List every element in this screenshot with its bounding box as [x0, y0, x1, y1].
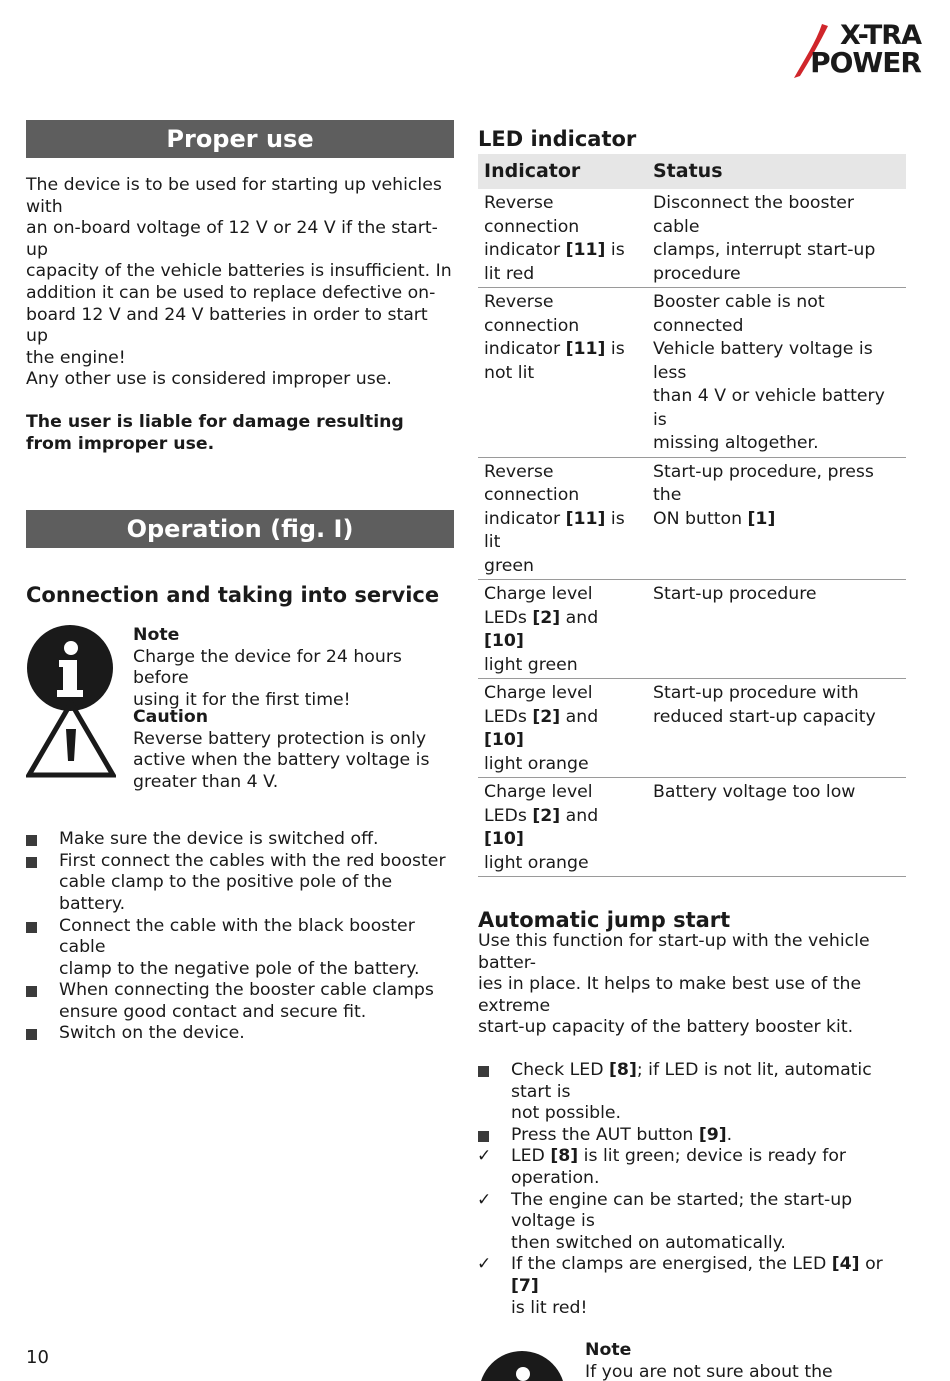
step-text: ensure good contact and secure fit.	[59, 1001, 367, 1022]
note-box	[26, 625, 454, 710]
text-line: active when the battery voltage is	[133, 750, 430, 771]
indicator-cell	[478, 580, 647, 679]
list-item	[478, 1125, 906, 1147]
step-text: Press the AUT button	[511, 1124, 699, 1145]
text-line: Use this function for start-up with the vehicle batter-	[478, 931, 870, 973]
auto-jump-steps	[478, 1060, 906, 1319]
cell-text: than 4 V or vehicle battery is	[653, 386, 885, 430]
cell-text: ON button	[653, 508, 748, 529]
cell-text: is	[605, 240, 625, 260]
text-line: The user is liable for damage resulting	[26, 411, 404, 432]
cell-text: Reverse connection	[484, 292, 580, 336]
cell-text: not lit	[484, 362, 535, 383]
step-text: .	[726, 1124, 733, 1145]
ref-number: [10]	[484, 829, 524, 849]
auto-note-text	[585, 1340, 906, 1381]
text-line: from improper use.	[26, 433, 215, 454]
ref-number: [4]	[831, 1254, 860, 1275]
cell-text: lit red	[484, 263, 535, 284]
ref-number: [9]	[698, 1124, 727, 1145]
ref-number: [1]	[747, 508, 776, 529]
text-line: greater than 4 V.	[133, 771, 279, 792]
status-cell	[647, 778, 906, 877]
brand-logo	[792, 22, 927, 80]
text-line: an on-board voltage of 12 V or 24 V if the start-up	[26, 218, 438, 260]
logo-line-2: POWER	[810, 46, 921, 79]
table-row	[478, 457, 906, 580]
cell-text: indicator	[484, 339, 566, 359]
text-line: start-up capacity of the battery booster kit.	[478, 1017, 854, 1038]
cell-text: indicator	[484, 508, 566, 529]
text-line: addition it can be used to replace defective on-	[26, 282, 436, 303]
status-cell	[647, 189, 906, 288]
ref-number: [10]	[484, 730, 524, 750]
ref-number: [10]	[484, 631, 524, 651]
cell-text: Start-up procedure, press the	[653, 461, 874, 505]
step-text: ; if LED is not lit, automatic start is	[511, 1059, 872, 1102]
table-row	[478, 580, 906, 679]
list-item	[478, 1190, 906, 1255]
table-row	[478, 679, 906, 778]
ref-number: [11]	[565, 240, 606, 260]
cell-text: Start-up procedure with	[653, 683, 859, 703]
cell-text: LEDs	[484, 805, 533, 826]
note-title: Note	[133, 625, 180, 646]
cell-text: Charge level	[484, 584, 593, 604]
step-text: cable clamp to the positive pole of the battery.	[59, 872, 393, 914]
cell-text: is	[605, 339, 625, 359]
cell-text: Vehicle battery voltage is less	[653, 339, 873, 383]
cell-text: missing altogether.	[653, 433, 819, 453]
list-item	[26, 1023, 454, 1045]
caution-text	[133, 707, 454, 793]
page-number: 10	[26, 1347, 49, 1368]
status-cell	[647, 679, 906, 778]
cell-text: Reverse connection	[484, 193, 580, 237]
auto-jump-heading: Automatic jump start	[478, 908, 731, 932]
ref-number: [8]	[550, 1146, 579, 1167]
cell-text: and	[560, 805, 599, 826]
bullet-square-icon	[478, 1131, 489, 1142]
note-title: Note	[585, 1340, 632, 1361]
step-text: When connecting the booster cable clamps	[59, 980, 434, 1001]
bullet-square-icon	[26, 835, 37, 846]
left-column	[26, 120, 454, 1045]
proper-use-heading: Proper use	[26, 120, 454, 158]
check-mark-icon: ✓	[477, 1189, 492, 1210]
cell-text: Charge level	[484, 782, 593, 802]
step-text: Make sure the device is switched off.	[59, 829, 379, 850]
text-line: the engine!	[26, 347, 126, 368]
logo-line-1: X-TRA	[840, 20, 921, 51]
list-item	[478, 1254, 906, 1319]
right-column	[478, 126, 906, 1381]
ref-number: [2]	[532, 607, 561, 628]
bullet-square-icon	[26, 986, 37, 997]
step-text: clamp to the negative pole of the battery.	[59, 958, 420, 979]
ref-number: [8]	[609, 1059, 637, 1080]
text-line: The device is to be used for starting up vehicles with	[26, 175, 442, 217]
text-line: Reverse battery protection is only	[133, 728, 427, 749]
cell-text: Start-up procedure	[653, 584, 817, 604]
status-cell	[647, 288, 906, 458]
text-line: board 12 V and 24 V batteries in order to start up	[26, 304, 428, 347]
led-table	[478, 154, 906, 877]
step-text: not possible.	[511, 1103, 622, 1124]
list-item	[26, 851, 454, 916]
cell-text: LEDs	[484, 706, 533, 727]
bullet-square-icon	[26, 922, 37, 933]
caution-box	[26, 707, 454, 813]
cell-text: and	[560, 706, 599, 727]
table-row	[478, 778, 906, 877]
indicator-cell	[478, 778, 647, 877]
operation-heading: Operation (fig. I)	[26, 510, 454, 548]
cell-text: light green	[484, 654, 578, 675]
status-cell	[647, 457, 906, 580]
cell-text: green	[484, 555, 534, 576]
cell-text: LEDs	[484, 607, 533, 628]
list-item	[478, 1060, 906, 1125]
caution-title: Caution	[133, 707, 209, 728]
text-line: capacity of the vehicle batteries is insufficient. In	[26, 261, 452, 282]
step-text: Switch on the device.	[59, 1023, 245, 1044]
cell-text: light orange	[484, 753, 589, 774]
auto-jump-intro	[478, 931, 906, 1039]
text-line: If you are not sure about the	[585, 1361, 833, 1381]
bullet-square-icon	[26, 1029, 37, 1040]
check-mark-icon: ✓	[477, 1254, 492, 1275]
cell-text: light orange	[484, 852, 589, 873]
cell-text: Booster cable is not connected	[653, 292, 825, 336]
auto-note-box	[478, 1340, 906, 1381]
check-mark-icon: ✓	[477, 1146, 492, 1167]
note-text	[133, 625, 454, 711]
ref-number: [11]	[565, 508, 606, 529]
text-line: Charge the device for 24 hours before	[133, 646, 402, 689]
col-status-header: Status	[647, 154, 906, 189]
list-item	[26, 829, 454, 851]
cell-text: Battery voltage too low	[653, 782, 856, 802]
ref-number: [2]	[532, 706, 561, 727]
text-line: ies in place. It helps to make best use of the extreme	[478, 974, 862, 1016]
text-line: Any other use is considered improper use.	[26, 369, 392, 390]
ref-number: [2]	[532, 805, 561, 826]
list-item	[478, 1146, 906, 1189]
step-text: is lit green; device is ready for operation.	[511, 1146, 847, 1188]
cell-text: procedure	[653, 263, 741, 284]
step-text: is lit red!	[511, 1297, 588, 1318]
indicator-cell	[478, 457, 647, 580]
connection-subheading: Connection and taking into service	[26, 583, 440, 608]
info-icon	[478, 1350, 566, 1381]
bullet-square-icon	[26, 857, 37, 868]
ref-number: [11]	[565, 339, 606, 359]
text-line: using it for the first time!	[133, 689, 351, 710]
col-indicator-header: Indicator	[478, 154, 647, 189]
cell-text: clamps, interrupt start-up	[653, 240, 876, 260]
cell-text: Disconnect the booster cable	[653, 193, 854, 237]
connection-steps	[26, 829, 454, 1045]
step-text: The engine can be started; the start-up voltage is	[511, 1189, 853, 1232]
bullet-square-icon	[478, 1066, 489, 1077]
step-text: then switched on automatically.	[511, 1232, 786, 1253]
step-text: LED	[511, 1146, 551, 1167]
step-text: If the clamps are energised, the LED	[511, 1254, 832, 1275]
step-text: or	[859, 1254, 883, 1275]
list-item	[26, 916, 454, 981]
table-row	[478, 189, 906, 288]
liability-warning	[26, 412, 454, 455]
proper-use-text	[26, 175, 454, 391]
step-text: Connect the cable with the black booster cable	[59, 915, 415, 958]
step-text: First connect the cables with the red booster	[59, 850, 446, 871]
warning-triangle-icon	[26, 699, 116, 779]
indicator-cell	[478, 679, 647, 778]
led-indicator-heading: LED indicator	[478, 127, 637, 151]
cell-text: Reverse connection	[484, 461, 580, 505]
cell-text: reduced start-up capacity	[653, 706, 876, 727]
indicator-cell	[478, 189, 647, 288]
cell-text: is lit	[484, 508, 625, 552]
cell-text: Charge level	[484, 683, 593, 703]
table-header-row	[478, 154, 906, 189]
list-item	[26, 980, 454, 1023]
status-cell	[647, 580, 906, 679]
table-row	[478, 288, 906, 458]
indicator-cell	[478, 288, 647, 458]
step-text: Check LED	[511, 1059, 610, 1080]
ref-number: [7]	[511, 1275, 539, 1296]
cell-text: indicator	[484, 240, 566, 260]
cell-text: and	[560, 607, 599, 628]
